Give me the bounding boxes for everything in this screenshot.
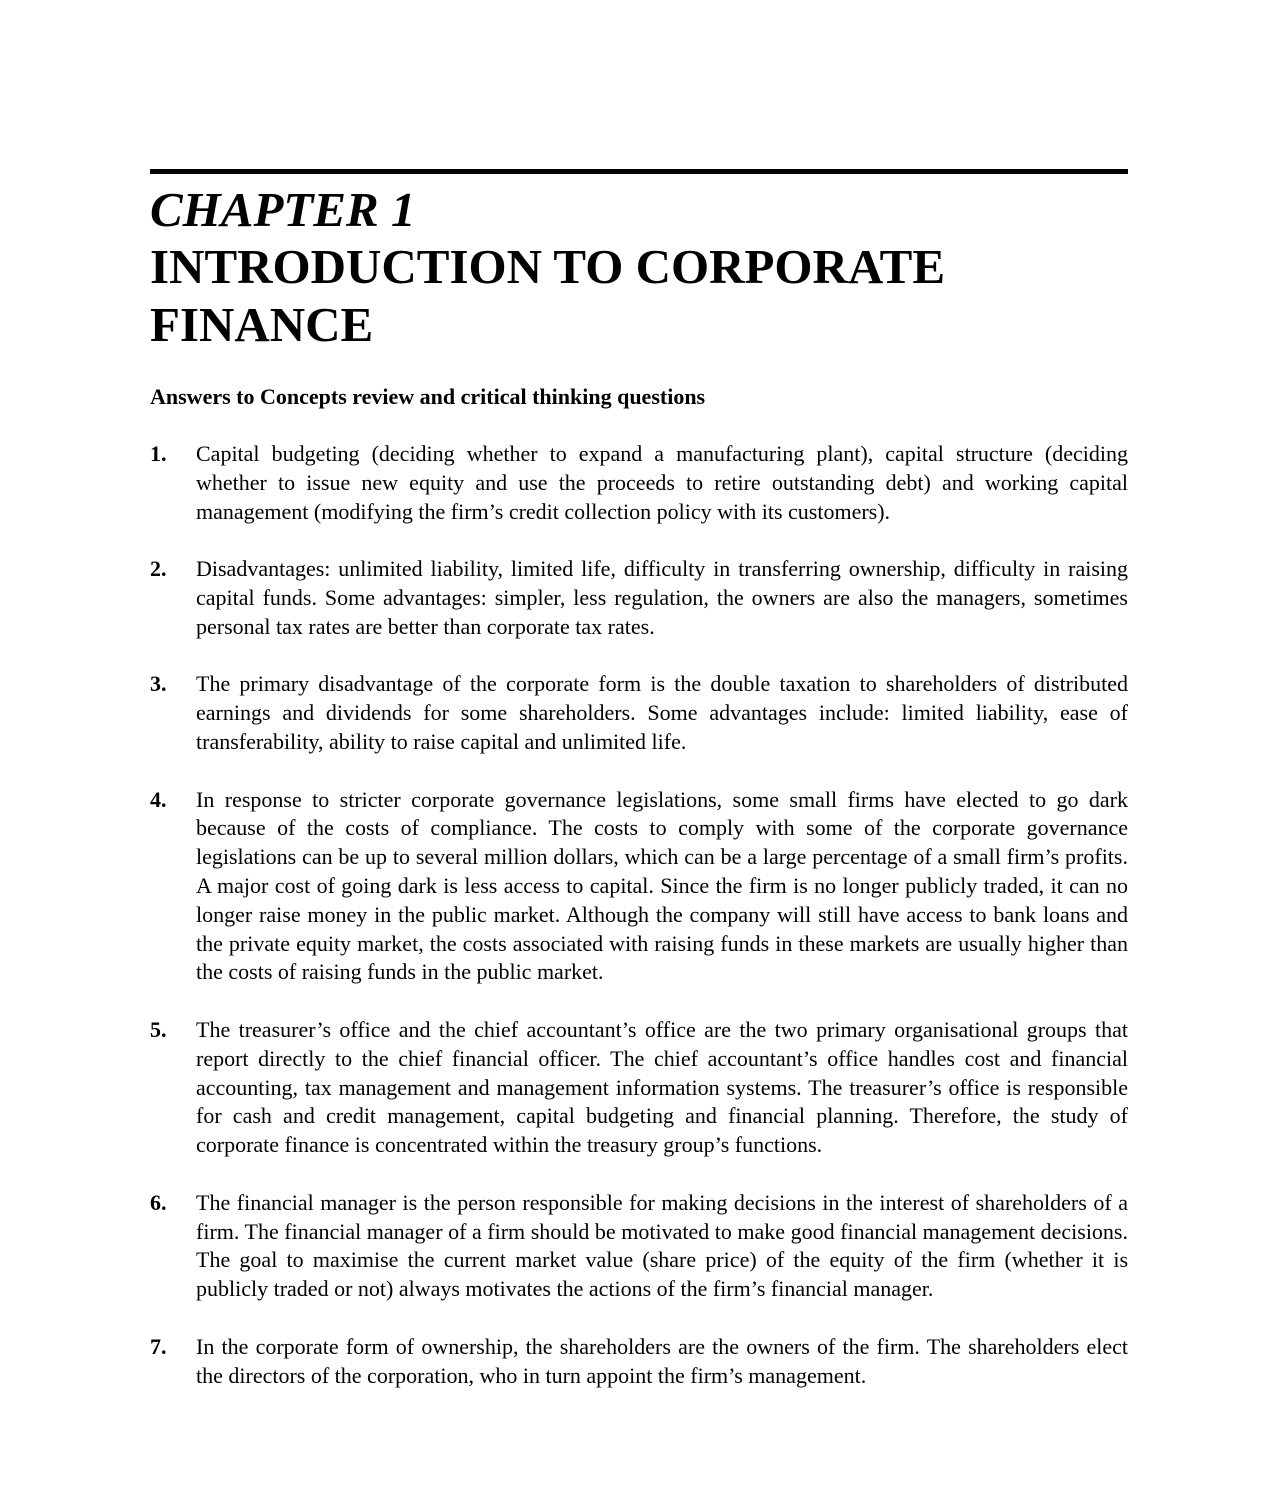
chapter-label: CHAPTER 1 xyxy=(150,182,416,237)
answer-text: The treasurer’s office and the chief accountant’s office are the two primary organisational groups that report directly to the chief financial officer. The chief accountant’s office handles cost and financial accounting, tax management and management information systems. The treasurer’s office is responsible for cash and credit management, capital budgeting and financial planning. Therefore, the study of corporate finance is concentrated within the treasury group’s functions. xyxy=(196,1016,1128,1158)
answer-item-2 xyxy=(150,555,1128,641)
answer-number: 7. xyxy=(150,1333,167,1359)
answer-number: 6. xyxy=(150,1189,167,1215)
answer-item-5 xyxy=(150,1016,1128,1160)
answer-number: 2. xyxy=(150,556,167,582)
answer-number: 4. xyxy=(150,786,167,812)
chapter-title-line-1: INTRODUCTION TO CORPORATE xyxy=(150,239,946,294)
section-heading: Answers to Concepts review and critical thinking questions xyxy=(150,384,706,409)
answer-text: The financial manager is the person responsible for making decisions in the interest of shareholders of a firm. The financial manager of a firm should be motivated to make good financial management decisions. The goal to maximise the current market value (share price) of the equity of the firm (whether it is publicly traded or not) always motivates the actions of the firm’s financial manager. xyxy=(196,1189,1128,1302)
answer-text: In the corporate form of ownership, the shareholders are the owners of the firm. The shareholders elect the directors of the corporation, who in turn appoint the firm’s management. xyxy=(196,1333,1128,1388)
answer-text: In response to stricter corporate governance legislations, some small firms have elected to go dark because of the costs of compliance. The costs to comply with some of the corporate governance legislations can be up to several million dollars, which can be a large percentage of a small firm’s profits. A major cost of going dark is less access to capital. Since the firm is no longer publicly traded, it can no longer raise money in the public market. Although the company will still have access to bank loans and the private equity market, the costs associated with raising funds in these markets are usually higher than the costs of raising funds in the public market. xyxy=(196,786,1128,985)
answer-text: The primary disadvantage of the corporate form is the double taxation to shareholders of distributed earnings and dividends for some shareholders. Some advantages include: limited liability, ease of transferability, ability to raise capital and unlimited life. xyxy=(196,671,1128,754)
answers-list xyxy=(150,440,1128,1390)
answer-item-1 xyxy=(150,440,1128,526)
answer-item-3 xyxy=(150,670,1128,756)
answer-number: 3. xyxy=(150,671,167,697)
answer-text: Disadvantages: unlimited liability, limited life, difficulty in transferring ownership, difficulty in raising capital funds. Some advantages: simpler, less regulation, the owners are also the managers, sometimes personal tax rates are better than corporate tax rates. xyxy=(196,556,1128,639)
chapter-title-line-2: FINANCE xyxy=(150,297,374,352)
answer-item-6 xyxy=(150,1189,1128,1304)
answer-item-7 xyxy=(150,1333,1128,1391)
answer-number: 1. xyxy=(150,441,167,466)
answer-item-4 xyxy=(150,786,1128,988)
chapter-top-rule xyxy=(150,169,1128,174)
chapter-title xyxy=(150,238,1128,354)
answer-text: Capital budgeting (deciding whether to expand a manufacturing plant), capital structure (deciding whether to issue new equity and use the proceeds to retire outstanding debt) and working capital management (modifying the firm’s credit collection policy with its customers). xyxy=(196,441,1128,524)
document-page xyxy=(150,169,1128,1419)
answer-number: 5. xyxy=(150,1016,167,1042)
